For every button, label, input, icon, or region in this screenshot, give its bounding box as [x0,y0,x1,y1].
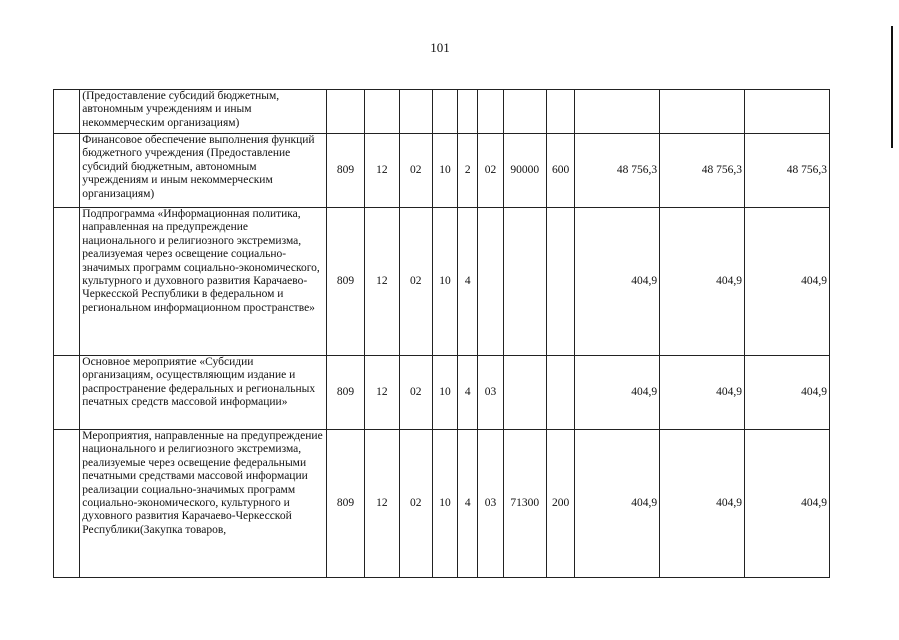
row-sum-year-1 [575,90,660,134]
row-program-code: 10 [432,430,457,578]
row-sum-year-3 [745,90,830,134]
row-subsection-code: 02 [399,356,432,430]
row-subprogram-code: 4 [458,356,478,430]
row-subprogram-code: 2 [458,134,478,208]
row-sum-year-3: 404,9 [745,208,830,356]
row-description: Финансовое обеспечение выполнения функций бюджетного учреждения (Предоставление субсидий бюджетным, автономным учреждениям и иным некоммерческим организациям) [80,134,327,208]
row-subsection-code: 02 [399,208,432,356]
row-event-code: 02 [478,134,503,208]
row-subprogram-code: 4 [458,208,478,356]
row-sum-year-1: 404,9 [575,430,660,578]
row-subsection-code: 02 [399,430,432,578]
row-sum-year-2: 404,9 [660,430,745,578]
row-subprogram-code: 4 [458,430,478,578]
row-expense-type-code [547,356,575,430]
row-number-cell [54,430,80,578]
page-number: 101 [430,40,450,55]
table-row [54,134,830,208]
row-subprogram-code [458,90,478,134]
row-program-code [432,90,457,134]
budget-table [53,89,830,578]
row-section-code: 12 [365,208,399,356]
row-section-code: 12 [365,134,399,208]
row-event-code [478,90,503,134]
row-sum-year-2: 404,9 [660,356,745,430]
row-event-code: 03 [478,356,503,430]
row-direction-code [503,208,546,356]
table-row [54,356,830,430]
row-sum-year-2 [660,90,745,134]
row-sum-year-3: 48 756,3 [745,134,830,208]
row-number-cell [54,134,80,208]
row-number-cell [54,208,80,356]
table-row [54,208,830,356]
row-ministry-code: 809 [326,430,364,578]
row-direction-code: 90000 [503,134,546,208]
row-sum-year-3: 404,9 [745,430,830,578]
row-direction-code [503,356,546,430]
budget-table-body [54,90,830,578]
row-section-code: 12 [365,356,399,430]
row-sum-year-2: 48 756,3 [660,134,745,208]
row-description: Мероприятия, направленные на предупреждение национального и религиозного экстремизма, реализуемые через освещение федеральными печатными средствами массовой информации реализации социально-значимых программ социально-экономического, культурного и духовного развития Карачаево-Черкесской Республики(Закупка товаров, [80,430,327,578]
row-number-cell [54,90,80,134]
row-expense-type-code [547,208,575,356]
row-number-cell [54,356,80,430]
row-description: Основное мероприятие «Субсидии организациям, осуществляющим издание и распространение федеральных и региональных печатных средств массовой информации» [80,356,327,430]
row-direction-code [503,90,546,134]
table-row [54,430,830,578]
row-ministry-code: 809 [326,356,364,430]
row-event-code: 03 [478,430,503,578]
row-description: Подпрограмма «Информационная политика, направленная на предупреждение национального и религиозного экстремизма, реализуемая через освещение социально-значимых программ социально-экономического, культурного и духовного развития Карачаево-Черкесской Республики в федеральном и региональном информационном пространстве» [80,208,327,356]
row-expense-type-code: 600 [547,134,575,208]
row-sum-year-3: 404,9 [745,356,830,430]
row-sum-year-1: 48 756,3 [575,134,660,208]
row-subsection-code [399,90,432,134]
row-ministry-code [326,90,364,134]
row-expense-type-code: 200 [547,430,575,578]
row-program-code: 10 [432,208,457,356]
row-sum-year-1: 404,9 [575,208,660,356]
row-expense-type-code [547,90,575,134]
row-ministry-code: 809 [326,134,364,208]
scan-edge-line [891,26,893,148]
row-sum-year-1: 404,9 [575,356,660,430]
row-subsection-code: 02 [399,134,432,208]
row-description: (Предоставление субсидий бюджетным, автономным учреждениям и иным некоммерческим организациям) [80,90,327,134]
table-row [54,90,830,134]
row-program-code: 10 [432,356,457,430]
row-event-code [478,208,503,356]
row-program-code: 10 [432,134,457,208]
row-section-code: 12 [365,430,399,578]
row-ministry-code: 809 [326,208,364,356]
row-section-code [365,90,399,134]
row-sum-year-2: 404,9 [660,208,745,356]
row-direction-code: 71300 [503,430,546,578]
